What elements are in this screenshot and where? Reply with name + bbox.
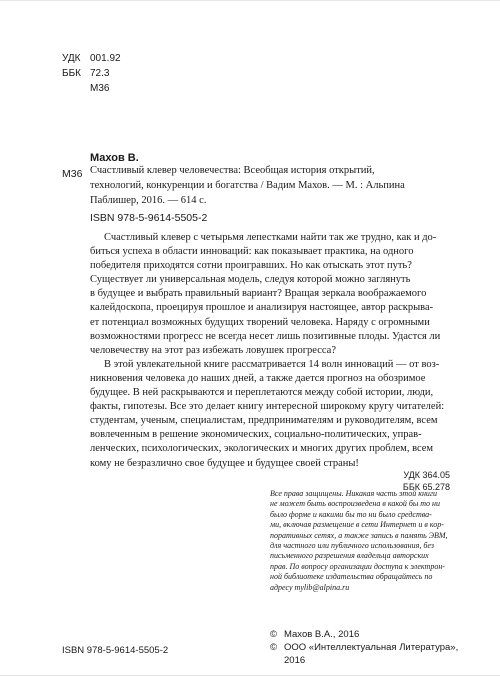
bbk-bottom: ББК 65.278 (402, 482, 450, 492)
annotation-line: Счастливый клевер с четырьмя лепестками найти так же трудно, как и до- (104, 232, 437, 243)
annotation-line: ленческих, психологических, экологических и многих других проблем, всем (90, 443, 434, 455)
annotation-line: кому не безразлично свое будущее и будущее своей страны! (90, 457, 359, 469)
annotation-line: человечеству на этот раз избежать ловушек прогресса? (90, 344, 336, 356)
udk-value: 001.92 (90, 53, 121, 64)
rights-line: для частного или публичного использования, без (270, 541, 434, 551)
copyright-publisher-line (270, 641, 458, 654)
bbk-label: ББК (62, 68, 81, 79)
bibliographic-line: технологий, конкуренции и богатства / Вадим Махов. — М. : Альпина (90, 180, 405, 191)
bibliographic-line: Счастливый клевер человечества: Всеобщая история открытий, (90, 165, 375, 176)
annotation-line: биться успеха в области инноваций: как показывает практика, на одного (90, 246, 414, 258)
copyright-author: Махов В.А., 2016 (284, 629, 360, 640)
author-sign: М36 (90, 83, 110, 94)
copyright-symbol-1: © (270, 629, 277, 640)
annotation (90, 231, 450, 471)
author-name: Махов В. (90, 152, 139, 164)
copyright-publisher: ООО «Интеллектуальная Литература», (284, 642, 459, 653)
author-sign-row (62, 81, 121, 96)
isbn-main: ISBN 978-5-9614-5505-2 (90, 212, 208, 224)
rights-line: Все права защищены. Никакая часть этой книги (270, 489, 438, 498)
udk-label: УДК (62, 53, 81, 64)
annotation-line: ет потенциал возможных будущих творений человека. Наряду с огромными (90, 316, 430, 328)
udk-bottom: УДК 364.05 (403, 470, 450, 480)
annotation-line: в будущее и выбрать правильный вариант? Вращая зеркала воображаемого (90, 288, 427, 300)
annotation-line: Существует ли универсальная модель, следуя которой можно заглянуть (90, 274, 411, 286)
rights-line: было форме и какими бы то ни было средства- (270, 509, 432, 519)
annotation-line: возможностями прогресс не всегда несет лишь позитивные плоды. Удастся ли (90, 330, 441, 342)
rights-line: письменного разрешения владельца авторских (270, 551, 429, 561)
rights-line: поративных сетях, а также запись в память ЭВМ, (270, 530, 448, 540)
annotation-line: студентам, ученым, специалистам, предпринимателям и руководителям, всем (90, 415, 438, 427)
rights-line: адресу mylib@alpina.ru (270, 582, 350, 592)
annotation-line: факты, гипотезы. Все это делает книгу интересной широкому кругу читателей: (90, 401, 445, 413)
annotation-line: победителя приходятся сотни проигравших. Но как отыскать этот путь? (90, 260, 412, 272)
bibliographic-line: Паблишер, 2016. — 614 с. (90, 195, 207, 206)
rights-line: не может быть воспроизведена в какой бы то ни (270, 499, 441, 509)
copyright-author-line (270, 628, 458, 641)
annotation-line: В этой увлекательной книге рассматривается 14 волн инноваций — от воз- (104, 358, 440, 370)
bibliographic-record (90, 163, 450, 208)
annotation-line: вовлеченным в решение экономических, социально-политических, управ- (90, 429, 422, 441)
bbk-row (62, 66, 121, 81)
bbk-value: 72.3 (90, 68, 110, 79)
rights-line: ной библиотеке издательства обращайтесь по (270, 572, 433, 582)
rights-notice (270, 489, 452, 593)
classification-block (62, 51, 121, 96)
copyright-year: 2016 (284, 655, 306, 666)
rights-line: прав. По вопросу организации доступа к электрон- (270, 561, 445, 571)
annotation-line: будущее. В ней раскрываются и переплетаются между собой истории, люди, (90, 387, 434, 399)
rights-line: ми, включая размещение в сети Интернет и в кор- (270, 520, 444, 530)
author-sign-side: М36 (62, 168, 83, 180)
copyright-block (270, 628, 458, 667)
copyright-symbol-2: © (270, 642, 277, 653)
isbn-footer: ISBN 978-5-9614-5505-2 (62, 645, 169, 656)
annotation-line: калейдоскопа, проецируя прошлое и анализируя настоящее, автор раскрыва- (90, 302, 434, 314)
udk-row (62, 51, 121, 66)
annotation-line: никновения человека до наших дней, а также дается прогноз на обозримое (90, 372, 426, 384)
